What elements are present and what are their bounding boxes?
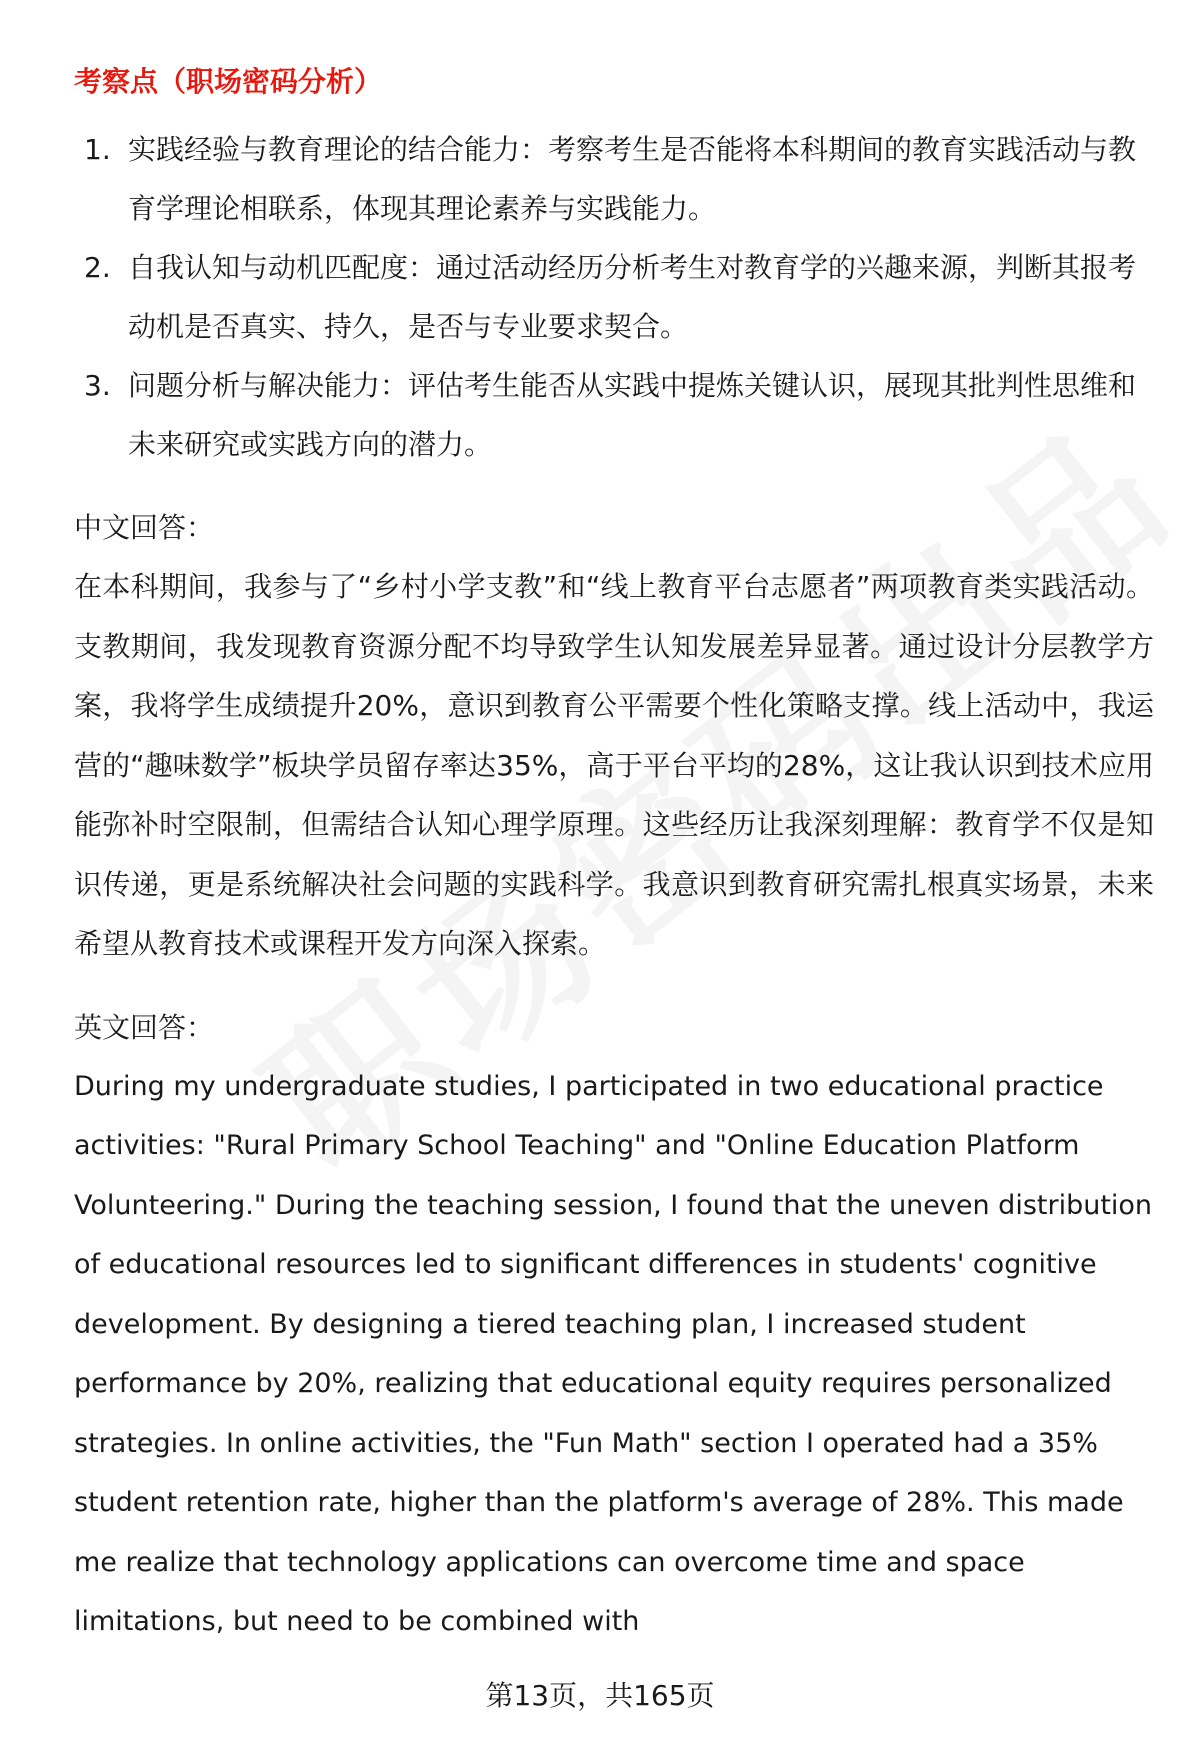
section-title: 考察点（职场密码分析）: [74, 65, 383, 98]
document-page: [74, 58, 1154, 1652]
point-number: 1.: [84, 133, 111, 166]
english-answer-label: 英文回答：: [74, 1010, 215, 1044]
assessment-point: [74, 238, 1154, 356]
point-text: 实践经验与教育理论的结合能力：考察考生是否能将本科期间的教育实践活动与教育学理论相联系，体现其理论素养与实践能力。: [128, 133, 1137, 225]
point-text: 自我认知与动机匹配度：通过活动经历分析考生对教育学的兴趣来源，判断其报考动机是否真实、持久，是否与专业要求契合。: [128, 251, 1137, 343]
assessment-point: [74, 120, 1154, 238]
page-number-footer: 第13页，共165页: [485, 1679, 715, 1712]
chinese-answer-label: 中文回答：: [74, 511, 215, 544]
assessment-point: [74, 356, 1154, 474]
chinese-answer-paragraph: 在本科期间，我参与了“乡村小学支教”和“线上教育平台志愿者”两项教育类实践活动。支教期间，我发现教育资源分配不均导致学生认知发展差异显著。通过设计分层教学方案，我将学生成绩提升20%，意识到教育公平需要个性化策略支撑。线上活动中，我运营的“趣味数学”板块学员留存率达35%，高于平台平均的28%，这让我认识到技术应用能弥补时空限制，但需结合认知心理学原理。这些经历让我深刻理解：教育学不仅是知识传递，更是系统解决社会问题的实践科学。我意识到教育研究需扎根真实场景，未来希望从教育技术或课程开发方向深入探索。: [74, 570, 1154, 960]
assessment-points-list: [74, 120, 1154, 474]
point-number: 3.: [84, 369, 111, 402]
english-answer-paragraph: During my undergraduate studies, I participated in two educational practice activities: "Rural Primary School Teaching" and "Online Education Platform Volunteering." During the teaching session, I found that the uneven distribution of educational resources led to significant differences in students' cognitive development. By designing a tiered teaching plan, I increased student performance by 20%, realizing that educational equity requires personalized strategies. In online activities, the "Fun Math" section I operated had a 35% student retention rate, higher than the platform's average of 28%. This made me realize that technology applications can overcome time and space limitations, but need to be combined with: [74, 1070, 1153, 1637]
point-text: 问题分析与解决能力：评估考生能否从实践中提炼关键认识，展现其批判性思维和未来研究或实践方向的潜力。: [128, 369, 1137, 461]
point-number: 2.: [84, 251, 111, 284]
